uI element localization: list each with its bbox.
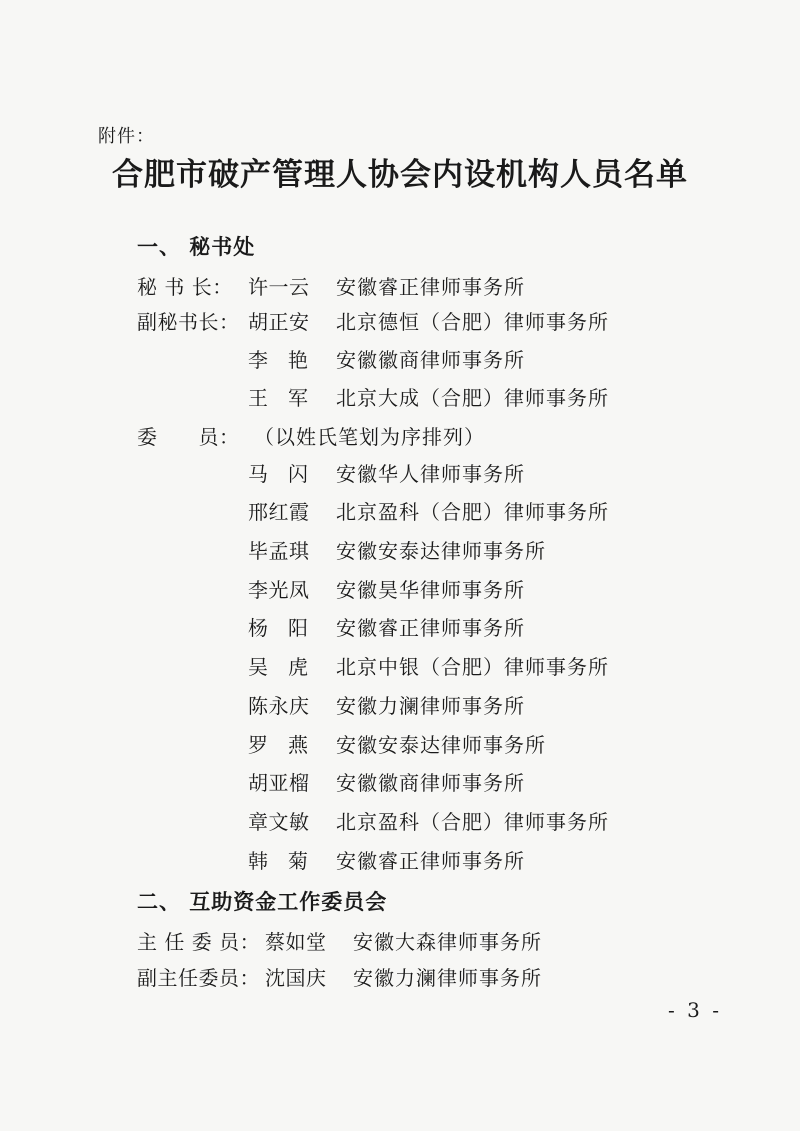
- document-title: 合肥市破产管理人协会内设机构人员名单: [112, 157, 688, 193]
- person-name: 胡亚榴: [248, 771, 310, 795]
- firm-name: 安徽睿正律师事务所: [336, 275, 525, 299]
- firm-name: 安徽徽商律师事务所: [336, 348, 525, 372]
- firm-name: 北京大成（合肥）律师事务所: [336, 386, 609, 410]
- firm-name: 北京德恒（合肥）律师事务所: [336, 310, 609, 334]
- firm-name: 安徽安泰达律师事务所: [336, 539, 546, 563]
- role-label: 秘 书 长：: [137, 275, 233, 299]
- person-name: 邢红霞: [248, 500, 310, 524]
- ordering-note: （以姓氏笔划为序排列）: [254, 425, 485, 449]
- section-heading-mutual-aid-committee: 二、 互助资金工作委员会: [137, 890, 388, 914]
- firm-name: 安徽睿正律师事务所: [336, 616, 525, 640]
- role-label: 副主任委员：: [137, 966, 260, 990]
- person-name: 杨 阳: [248, 616, 308, 640]
- person-name: 许一云: [248, 275, 310, 299]
- role-label: 委 员：: [137, 425, 240, 449]
- person-name: 沈国庆: [265, 966, 327, 990]
- firm-name: 安徽睿正律师事务所: [336, 849, 525, 873]
- person-name: 蔡如堂: [265, 930, 327, 954]
- firm-name: 安徽安泰达律师事务所: [336, 733, 546, 757]
- attachment-label: 附件：: [98, 126, 155, 147]
- person-name: 韩 菊: [248, 849, 308, 873]
- page-number: - 3 -: [668, 998, 722, 1022]
- firm-name: 安徽昊华律师事务所: [336, 578, 525, 602]
- role-label: 副秘书长：: [137, 310, 240, 334]
- section-heading-secretariat: 一、 秘书处: [137, 235, 256, 259]
- firm-name: 安徽大森律师事务所: [353, 930, 542, 954]
- person-name: 章文敏: [248, 810, 310, 834]
- person-name: 李光凤: [248, 578, 310, 602]
- person-name: 胡正安: [248, 310, 310, 334]
- firm-name: 安徽力澜律师事务所: [353, 966, 542, 990]
- firm-name: 安徽力澜律师事务所: [336, 694, 525, 718]
- role-label: 主 任 委 员：: [137, 930, 261, 954]
- person-name: 马 闪: [248, 462, 308, 486]
- person-name: 李 艳: [248, 348, 308, 372]
- firm-name: 安徽华人律师事务所: [336, 462, 525, 486]
- firm-name: 北京中银（合肥）律师事务所: [336, 655, 609, 679]
- firm-name: 安徽徽商律师事务所: [336, 771, 525, 795]
- person-name: 罗 燕: [248, 733, 308, 757]
- person-name: 吴 虎: [248, 655, 308, 679]
- person-name: 王 军: [248, 386, 308, 410]
- person-name: 陈永庆: [248, 694, 310, 718]
- firm-name: 北京盈科（合肥）律师事务所: [336, 500, 609, 524]
- firm-name: 北京盈科（合肥）律师事务所: [336, 810, 609, 834]
- person-name: 毕孟琪: [248, 539, 310, 563]
